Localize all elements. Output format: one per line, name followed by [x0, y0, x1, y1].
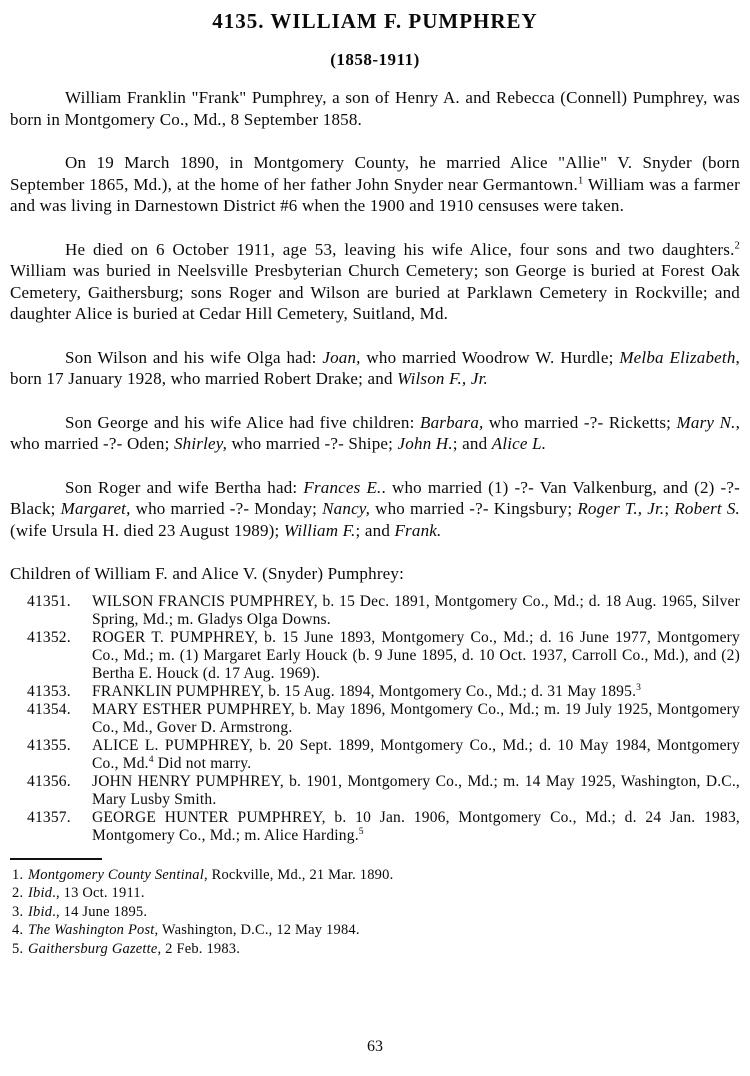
child-entry-number: 41354. [27, 700, 71, 718]
footnote [10, 884, 740, 903]
footnote-number: 5. [12, 940, 24, 957]
children-heading: Children of William F. and Alice V. (Snyder) Pumphrey: [10, 564, 405, 583]
footnote [10, 921, 740, 940]
footnote-number: 4. [12, 922, 24, 938]
child-entry-text: JOHN HENRY PUMPHREY, b. 1901, Montgomery Co., Md.; m. 14 May 1925, Washington, D.C., Mary Lusby Smith. [92, 772, 740, 808]
child-entry [10, 629, 740, 683]
wilson-family-paragraph: Son Wilson and his wife Olga had: Joan, who married Woodrow W. Hurdle; Melba Elizabeth, born 17 January 1928, who married Robert Drake; and Wilson F., Jr. [10, 347, 740, 388]
child-entry-text: WILSON FRANCIS PUMPHREY, b. 15 Dec. 1891, Montgomery Co., Md.; d. 18 Aug. 1965, Silver Spring, Md.; m. Gladys Olga Downs. [92, 592, 740, 628]
children-list [10, 593, 740, 845]
child-entry [10, 593, 740, 629]
footnote [10, 903, 740, 922]
footnote-number: 3. [12, 903, 24, 920]
page-number: 63 [367, 1038, 383, 1055]
child-entry [10, 683, 740, 701]
article-years: (1858-1911) [330, 50, 420, 69]
death-burial-paragraph: He died on 6 October 1911, age 53, leaving his wife Alice, four sons and two daughters.$^2$ William was buried in Neelsville Presbyterian Church Cemetery; son George is buried at Forest Oak Cemetery, Gaithersburg; sons Roger and Wilson are buried at Parklawn Cemetery in Rockville; and daughter Alice is buried at Cedar Hill Cemetery, Suitland, Md. [10, 239, 740, 323]
child-entry-text: GEORGE HUNTER PUMPHREY, b. 10 Jan. 1906, Montgomery Co., Md.; d. 24 Jan. 1983, Montgomery Co., Md.; m. Alice Harding.$^5$ [92, 808, 740, 844]
child-entry-number: 41352. [27, 628, 71, 646]
footnote-number: 2. [12, 885, 24, 901]
child-entry [10, 773, 740, 809]
birth-paragraph: William Franklin "Frank" Pumphrey, a son of Henry A. and Rebecca (Connell) Pumphrey, was born in Montgomery Co., Md., 8 September 1858. [10, 88, 740, 129]
footnote-text: Ibid., 14 June 1895. [28, 903, 148, 920]
child-entry [10, 809, 740, 845]
child-entry-number: 41356. [27, 772, 71, 790]
footnotes [10, 866, 740, 959]
footnote-number: 1. [12, 866, 24, 883]
roger-family-paragraph: Son Roger and wife Bertha had: Frances E.. who married (1) -?- Van Valkenburg, and (2) -?- Black; Margaret, who married -?- Monday; Nancy, who married -?- Kingsbury; Roger T., Jr.; Robert S. (wife Ursula H. died 23 August 1989); William F.; and Frank. [10, 477, 740, 540]
footnote-text: Gaithersburg Gazette, 2 Feb. 1983. [28, 940, 241, 957]
child-entry-number: 41353. [27, 682, 71, 700]
child-entry-number: 41355. [27, 736, 71, 754]
footnote [10, 866, 740, 885]
footnote-text: The Washington Post, Washington, D.C., 12 May 1984. [28, 922, 360, 938]
child-entry [10, 701, 740, 737]
child-entry-text: ALICE L. PUMPHREY, b. 20 Sept. 1899, Montgomery Co., Md.; d. 10 May 1984, Montgomery Co., Md.$^4$ Did not marry. [92, 736, 740, 772]
child-entry-text: FRANKLIN PUMPHREY, b. 15 Aug. 1894, Montgomery Co., Md.; d. 31 May 1895.$^3$ [92, 681, 642, 700]
child-entry [10, 737, 740, 773]
footnote [10, 940, 740, 959]
footnote-divider [10, 858, 102, 860]
child-entry-number: 41351. [27, 592, 71, 610]
child-entry-text: ROGER T. PUMPHREY, b. 15 June 1893, Montgomery Co., Md.; d. 16 June 1977, Montgomery Co., Md.; m. (1) Margaret Early Houck (b. 9 June 1895, d. 10 Oct. 1937, Carroll Co., Md.), and (2) Bertha E. Houck (d. 17 Aug. 1969). [92, 628, 740, 682]
marriage-paragraph: On 19 March 1890, in Montgomery County, he married Alice "Allie" V. Snyder (born September 1865, Md.), at the home of her father John Snyder near Germantown.$^1$ William was a farmer and was living in Darnestown District #6 when the 1900 and 1910 censuses were taken. [10, 153, 740, 215]
child-entry-number: 41357. [27, 808, 71, 826]
article-title: 4135. WILLIAM F. PUMPHREY [212, 9, 538, 33]
footnote-text: Montgomery County Sentinal, Rockville, Md., 21 Mar. 1890. [28, 866, 394, 883]
child-entry-text: MARY ESTHER PUMPHREY, b. May 1896, Montgomery Co., Md.; m. 19 July 1925, Montgomery Co., Md., Gover D. Armstrong. [92, 700, 740, 736]
george-family-paragraph: Son George and his wife Alice had five children: Barbara, who married -?- Ricketts; Mary N., who married -?- Oden; Shirley, who married -?- Shipe; John H.; and Alice L. [10, 412, 741, 453]
footnote-text: Ibid., 13 Oct. 1911. [28, 885, 145, 901]
